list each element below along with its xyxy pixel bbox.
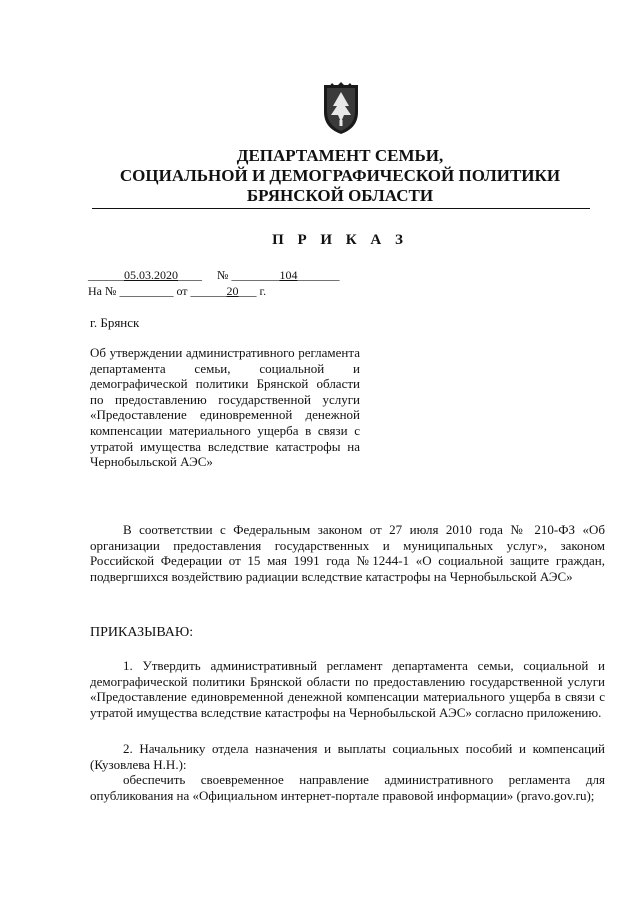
preamble: В соответствии с Федеральным законом от 27 июля 2010 года № 210-ФЗ «Об организации предоставления государственных и муниципальных услуг», законом Российской Федерации от 15 мая 1991 года №1244-1 «О социальной защите граждан, подвергшихся воздействию радиации вследствие катастрофы на Чернобыльской АЭС» xyxy=(90,522,605,584)
reference-line: На № _________ от ______20___ г. xyxy=(88,284,267,298)
order-number: 104 xyxy=(279,268,298,282)
list-item: обеспечить своевременное направление административного регламента для опубликования на «Официальном интернет-портале правовой информации» (pravo.gov.ru); xyxy=(90,772,605,803)
coat-of-arms-icon xyxy=(318,82,364,136)
order-date: 05.03.2020 xyxy=(124,268,178,282)
header-divider xyxy=(92,208,590,209)
order-subject: Об утверждении административного регламента департамента семьи, социальной и демографической политики Брянской области по предоставлению государственной услуги «Предоставление единовременной денежной компенсации материального ущерба в связи с утратой имущества вследствие катастрофы на Чернобыльской АЭС» xyxy=(90,345,360,470)
reference-number-label: На № xyxy=(88,284,117,298)
department-name-line-1: ДЕПАРТАМЕНТ СЕМЬИ, xyxy=(236,146,444,165)
department-name-line-3: БРЯНСКОЙ ОБЛАСТИ xyxy=(246,186,434,205)
list-item: 1. Утвердить административный регламент департамента семьи, социальной и демографической политики Брянской области по предоставлению государственной услуги «Предоставление единовременной денежной компенсации материального ущерба в связи с утратой имущества вследствие катастрофы на Чернобыльской АЭС» согласно приложению. xyxy=(90,658,605,720)
department-name-line-2: СОЦИАЛЬНОЙ И ДЕМОГРАФИЧЕСКОЙ ПОЛИТИКИ xyxy=(119,166,561,185)
reference-year: 20 xyxy=(226,284,239,298)
reference-from-label: от xyxy=(176,284,188,298)
ordered-heading: ПРИКАЗЫВАЮ: xyxy=(90,625,194,640)
city: г. Брянск xyxy=(90,315,140,330)
list-item: 2. Начальнику отдела назначения и выплаты социальных пособий и компенсаций (Кузовлева Н.Н.): xyxy=(90,741,605,772)
document-title: П Р И К А З xyxy=(272,232,408,248)
reference-year-suffix: г. xyxy=(259,284,267,298)
order-number-label: № xyxy=(217,268,229,282)
order-date-line: ______05.03.2020____ № ________104_______ xyxy=(88,268,340,282)
